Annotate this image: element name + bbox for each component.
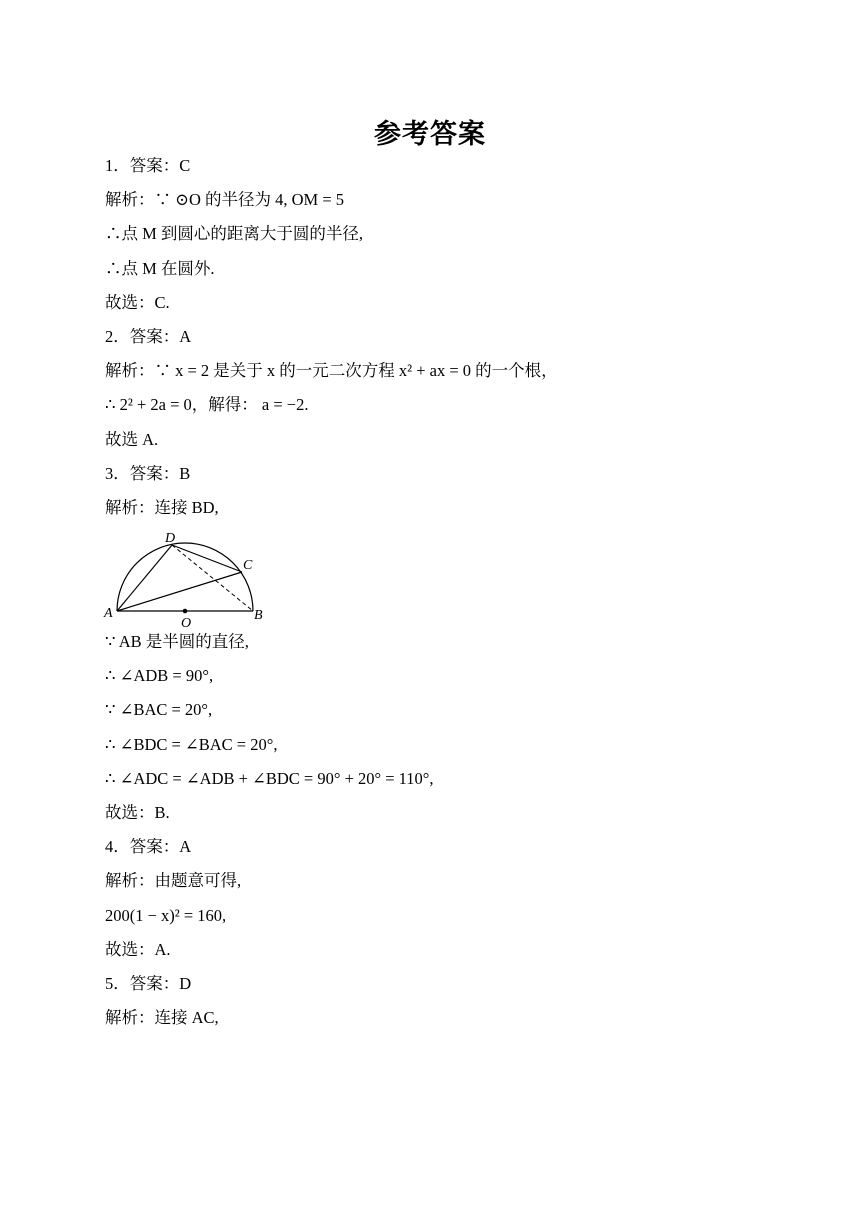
semicircle-diagram — [102, 529, 272, 629]
answer-line: 5．答案：D — [105, 973, 192, 993]
segment-bd-dashed — [172, 545, 253, 611]
answer-line: 解析：连接 BD, — [105, 497, 219, 517]
label-o: O — [181, 616, 192, 630]
answer-line: ∵ AB 是半圆的直径, — [105, 632, 249, 652]
answer-line: ∴ ∠BDC = ∠BAC = 20°, — [105, 734, 278, 754]
answer-line: 1．答案：C — [105, 156, 191, 175]
answer-line: 解析：连接 AC, — [105, 1008, 219, 1028]
label-d: D — [165, 531, 176, 547]
answer-line: ∴点 M 在圆外. — [105, 258, 215, 278]
answer-line: ∴ 2² + 2a = 0，解得： a = −2. — [105, 395, 309, 415]
answer-line: 4．答案：A — [105, 837, 192, 857]
semicircle-figure — [105, 529, 765, 629]
answer-line: ∴ ∠ADC = ∠ADB + ∠BDC = 90° + 20° = 110°, — [105, 768, 434, 788]
answer-line: 解析：由题意可得, — [105, 871, 242, 891]
segment-ac — [117, 572, 242, 611]
label-a: A — [104, 606, 113, 622]
answer-line: 故选 A. — [105, 429, 159, 449]
semicircle-arc — [117, 543, 253, 611]
answer-line: 故选：B. — [105, 803, 170, 822]
segment-dc — [172, 545, 242, 572]
page-title: 参考答案 — [374, 119, 486, 150]
label-c: C — [243, 558, 253, 574]
answer-content — [105, 153, 765, 1039]
answer-line: 故选：C. — [105, 292, 170, 312]
answer-line: ∵ ∠BAC = 20°, — [105, 700, 213, 720]
label-b: B — [254, 608, 263, 624]
answer-line: 3．答案：B — [105, 463, 191, 483]
answer-line: 200(1 − x)² = 160, — [105, 905, 227, 925]
answer-line: 2．答案：A — [105, 326, 192, 346]
center-point-o — [183, 609, 188, 614]
answer-line: ∴ ∠ADB = 90°, — [105, 666, 214, 686]
answer-line: 解析：∵ ⊙O 的半径为 4, OM = 5 — [105, 190, 345, 210]
answer-line: 故选：A. — [105, 939, 171, 959]
answer-line: 解析：∵ x = 2 是关于 x 的一元二次方程 x² + ax = 0 的一个根， — [105, 361, 558, 381]
answer-line: ∴点 M 到圆心的距离大于圆的半径, — [105, 224, 364, 244]
